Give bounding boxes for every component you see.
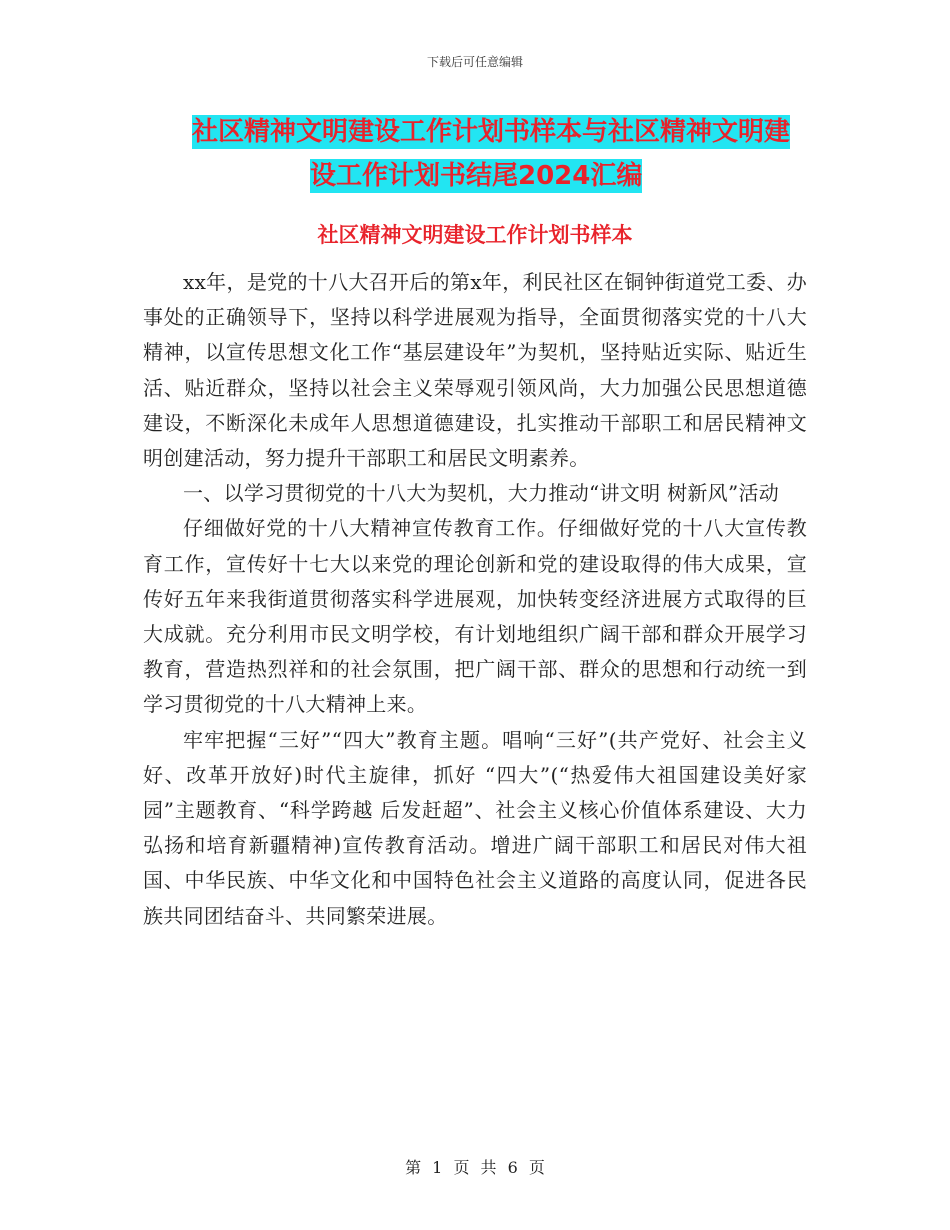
page-number: 第 1 页 共 6 页 [405,1158,545,1177]
document-title [140,110,810,198]
document-title-line-1 [140,110,810,154]
document-body [143,265,807,934]
document-title-line-1-text: 社区精神文明建设工作计划书样本与社区精神文明建 [192,117,791,147]
document-title-line-2 [140,154,810,198]
paragraph-education-theme: 牢牢把握“三好”“四大”教育主题。唱响“三好”(共产党好、社会主义好、改革开放好)时代主旋律，抓好 “四大”(“热爱伟大祖国建设美好家园”主题教育、“科学跨越 后发赶超”、社会主义核心价值体系建设、大力弘扬和培育新疆精神)宣传教育活动。增进广阔干部职工和居民对伟大祖国、中华民族、中华文化和中国特色社会主义道路的高度认同，促进各民族共同团结奋斗、共同繁荣进展。 [143,727,807,928]
paragraph-propaganda: 仔细做好党的十八大精神宣传教育工作。仔细做好党的十八大宣传教育工作，宣传好十七大以来党的理论创新和党的建设取得的伟大成果，宣传好五年来我街道贯彻落实科学进展观，加快转变经济进展方式取得的巨大成就。充分利用市民文明学校，有计划地组织广阔干部和群众开展学习教育，营造热烈祥和的社会氛围，把广阔干部、群众的思想和行动统一到学习贯彻党的十八大精神上来。 [143,516,807,717]
paragraph-heading-1: 一、以学习贯彻党的十八大为契机，大力推动“讲文明 树新风”活动 [183,481,780,506]
page-header-note: 下载后可任意编辑 [426,55,523,69]
paragraph-intro: xx年，是党的十八大召开后的第x年，利民社区在铜钟街道党工委、办事处的正确领导下，坚持以科学进展观为指导，全面贯彻落实党的十八大精神，以宣传思想文化工作“基层建设年”为契机，坚持贴近实际、贴近生活、贴近群众，坚持以社会主义荣辱观引领风尚，大力加强公民思想道德建设，不断深化未成年人思想道德建设，扎实推动干部职工和居民精神文明创建活动，努力提升干部职工和居民文明素养。 [143,270,807,471]
section-title: 社区精神文明建设工作计划书样本 [317,223,633,247]
document-title-line-2-text: 设工作计划书结尾2024汇编 [310,161,643,191]
